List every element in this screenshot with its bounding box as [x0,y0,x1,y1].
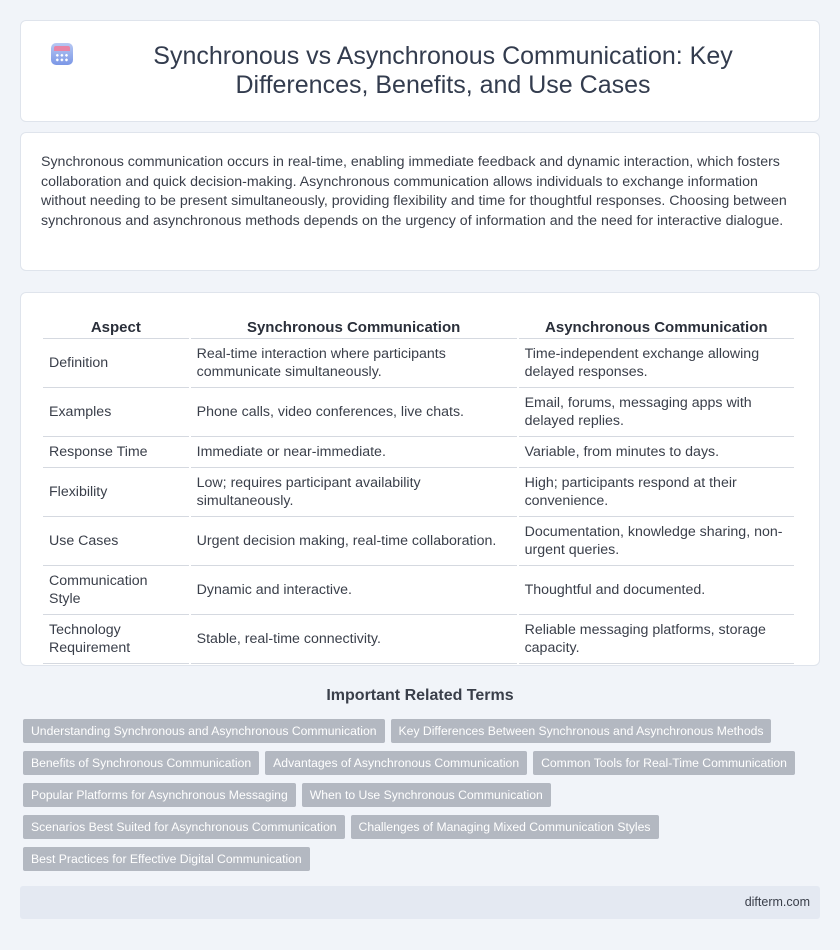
comparison-table [41,313,796,664]
aspect-cell: Flexibility [43,468,189,517]
related-term-tag[interactable]: Benefits of Synchronous Communication [23,751,259,775]
asynchronous-cell: Variable, from minutes to days. [519,437,794,468]
table-row [43,437,794,468]
table-row [43,517,794,566]
synchronous-cell: Phone calls, video conferences, live chats. [191,388,517,437]
header-inner [21,21,819,121]
related-terms-title: Important Related Terms [326,687,514,704]
intro-card [20,132,820,271]
asynchronous-cell: Reliable messaging platforms, storage capacity. [519,615,794,664]
related-term-tag[interactable]: Understanding Synchronous and Asynchronous Communication [23,719,385,743]
related-term-tag[interactable]: Key Differences Between Synchronous and Asynchronous Methods [391,719,772,743]
table-row [43,339,794,388]
related-term-tag[interactable]: Popular Platforms for Asynchronous Messaging [23,783,296,807]
synchronous-cell: Real-time interaction where participants communicate simultaneously. [191,339,517,388]
calendar-icon [51,43,73,65]
footer-site-link[interactable]: difterm.com [744,895,810,909]
table-row [43,388,794,437]
comparison-table-card [20,292,820,666]
header-aspect: Aspect [43,313,189,339]
table-row [43,566,794,615]
asynchronous-cell: Time-independent exchange allowing delayed responses. [519,339,794,388]
footer [20,886,820,919]
related-term-tag[interactable]: Challenges of Managing Mixed Communication Styles [351,815,659,839]
aspect-cell: Response Time [43,437,189,468]
related-term-tag[interactable]: Best Practices for Effective Digital Communication [23,847,310,871]
related-term-tag[interactable]: When to Use Synchronous Communication [302,783,551,807]
synchronous-cell: Low; requires participant availability simultaneously. [191,468,517,517]
aspect-cell: Technology Requirement [43,615,189,664]
synchronous-cell: Urgent decision making, real-time collaboration. [191,517,517,566]
aspect-cell: Examples [43,388,189,437]
header-synchronous: Synchronous Communication [191,313,517,339]
asynchronous-cell: Thoughtful and documented. [519,566,794,615]
related-term-tag[interactable]: Advantages of Asynchronous Communication [265,751,527,775]
asynchronous-cell: High; participants respond at their convenience. [519,468,794,517]
table-row [43,615,794,664]
related-term-tag[interactable]: Common Tools for Real-Time Communication [533,751,795,775]
header-card [20,20,820,122]
aspect-cell: Use Cases [43,517,189,566]
related-term-tag[interactable]: Scenarios Best Suited for Asynchronous Communication [23,815,345,839]
table-row [43,468,794,517]
asynchronous-cell: Email, forums, messaging apps with delayed replies. [519,388,794,437]
synchronous-cell: Dynamic and interactive. [191,566,517,615]
aspect-cell: Communication Style [43,566,189,615]
intro-paragraph: Synchronous communication occurs in real-time, enabling immediate feedback and dynamic interaction, which fosters collaboration and quick decision-making. Asynchronous communication allows individuals to exchange information without needing to be present simultaneously, providing flexibility and time for thoughtful responses. Choosing between synchronous and asynchronous methods depends on the urgency of information and the need for interactive dialogue. [41,154,787,229]
synchronous-cell: Stable, real-time connectivity. [191,615,517,664]
aspect-cell: Definition [43,339,189,388]
page-title: Synchronous vs Asynchronous Communication: Key Differences, Benefits, and Use Cases [153,42,733,99]
synchronous-cell: Immediate or near-immediate. [191,437,517,468]
asynchronous-cell: Documentation, knowledge sharing, non-urgent queries. [519,517,794,566]
table-header-row [43,313,794,339]
related-terms-list [23,719,823,879]
header-asynchronous: Asynchronous Communication [519,313,794,339]
